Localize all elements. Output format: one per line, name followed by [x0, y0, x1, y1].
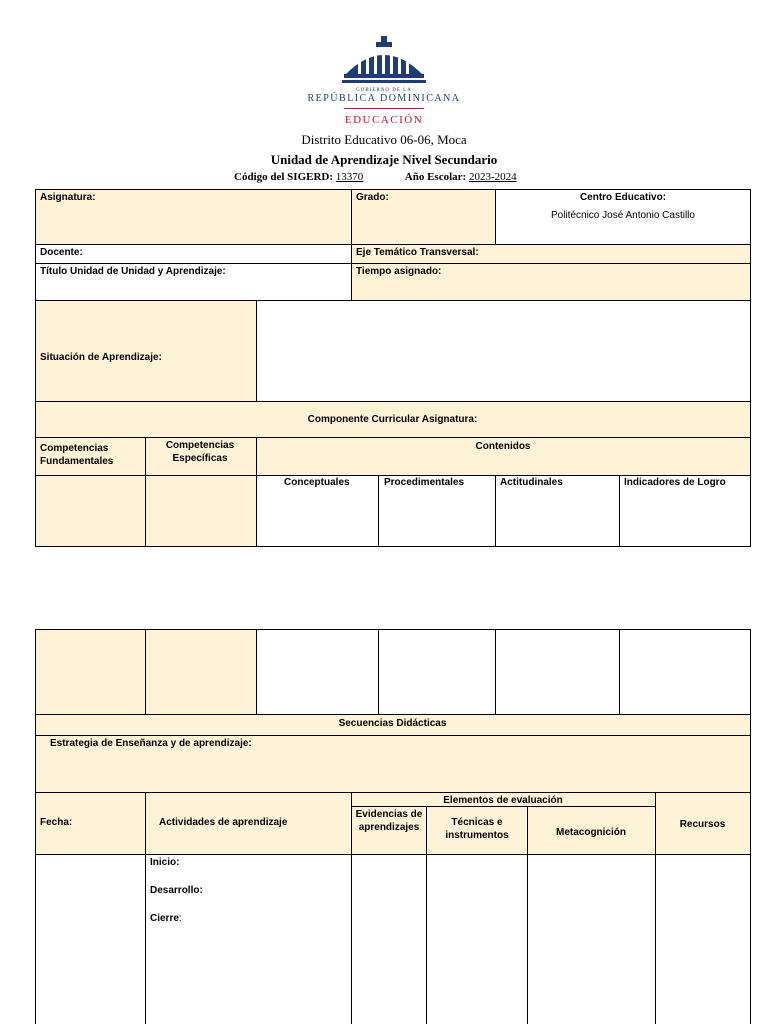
contenidos-header: Contenidos [475, 441, 531, 452]
docente-label: Docente: [40, 247, 83, 258]
actividades-header: Actividades de aprendizaje [159, 817, 288, 828]
sigerd-value: 13370 [335, 171, 364, 183]
tecnicas-header: Técnicas e instrumentos [445, 817, 509, 841]
district-label: Distrito Educativo 06-06, Moca [301, 132, 467, 147]
estrategia-label: Estrategia de Enseñanza y de aprendizaje: [50, 738, 252, 749]
comp-esp-header: Competencias Específicas [165, 440, 235, 464]
situacion-label: Situación de Aprendizaje: [40, 352, 162, 363]
sigerd-line [234, 171, 554, 183]
recursos-header: Recursos [679, 819, 726, 830]
sigerd-label: Código del SIGERD: [234, 171, 334, 183]
titulo-label: Título Unidad de Unidad y Aprendizaje: [40, 266, 226, 277]
eje-label: Eje Temático Transversal: [356, 247, 479, 258]
indicadores-header: Indicadores de Logro [624, 477, 726, 488]
centro-label: Centro Educativo: [579, 192, 667, 203]
unit-title: Unidad de Aprendizaje Nivel Secundario [270, 152, 498, 167]
tiempo-label: Tiempo asignado: [356, 266, 442, 277]
dome-icon [336, 34, 432, 90]
cierre-colon: : [178, 913, 182, 924]
ministry-name: EDUCACIÓN [344, 114, 424, 126]
cierre-label: Cierre [150, 913, 179, 924]
seal-divider [344, 108, 424, 109]
government-seal [336, 34, 432, 90]
seal-brand: REPÚBLICA DOMINICANA [307, 93, 461, 104]
year-value: 2023-2024 [468, 171, 517, 183]
inicio-label: Inicio: [150, 857, 180, 868]
actitudinales-header: Actitudinales [500, 477, 563, 488]
desarrollo-label: Desarrollo: [150, 885, 203, 896]
componente-label: Componente Curricular Asignatura: [307, 414, 478, 425]
cierre-row [150, 912, 182, 925]
comp-fund-header: Competencias Fundamentales [40, 443, 114, 467]
conceptuales-header: Conceptuales [284, 477, 350, 488]
metacognicion-header: Metacognición [555, 827, 626, 838]
asignatura-label: Asignatura: [40, 192, 96, 203]
seal-top-text: GOBIERNO DE LA [356, 88, 412, 93]
elementos-header: Elementos de evaluación [443, 795, 563, 806]
year-label: Año Escolar: [404, 171, 467, 183]
fecha-header: Fecha: [40, 817, 73, 828]
secuencias-label: Secuencias Didácticas [338, 718, 447, 729]
procedimentales-header: Procedimentales [384, 477, 465, 488]
centro-value: Politécnico José Antonio Castillo [551, 210, 695, 221]
evidencias-header: Evidencias de aprendizajes [355, 809, 423, 833]
grado-label: Grado: [356, 192, 389, 203]
